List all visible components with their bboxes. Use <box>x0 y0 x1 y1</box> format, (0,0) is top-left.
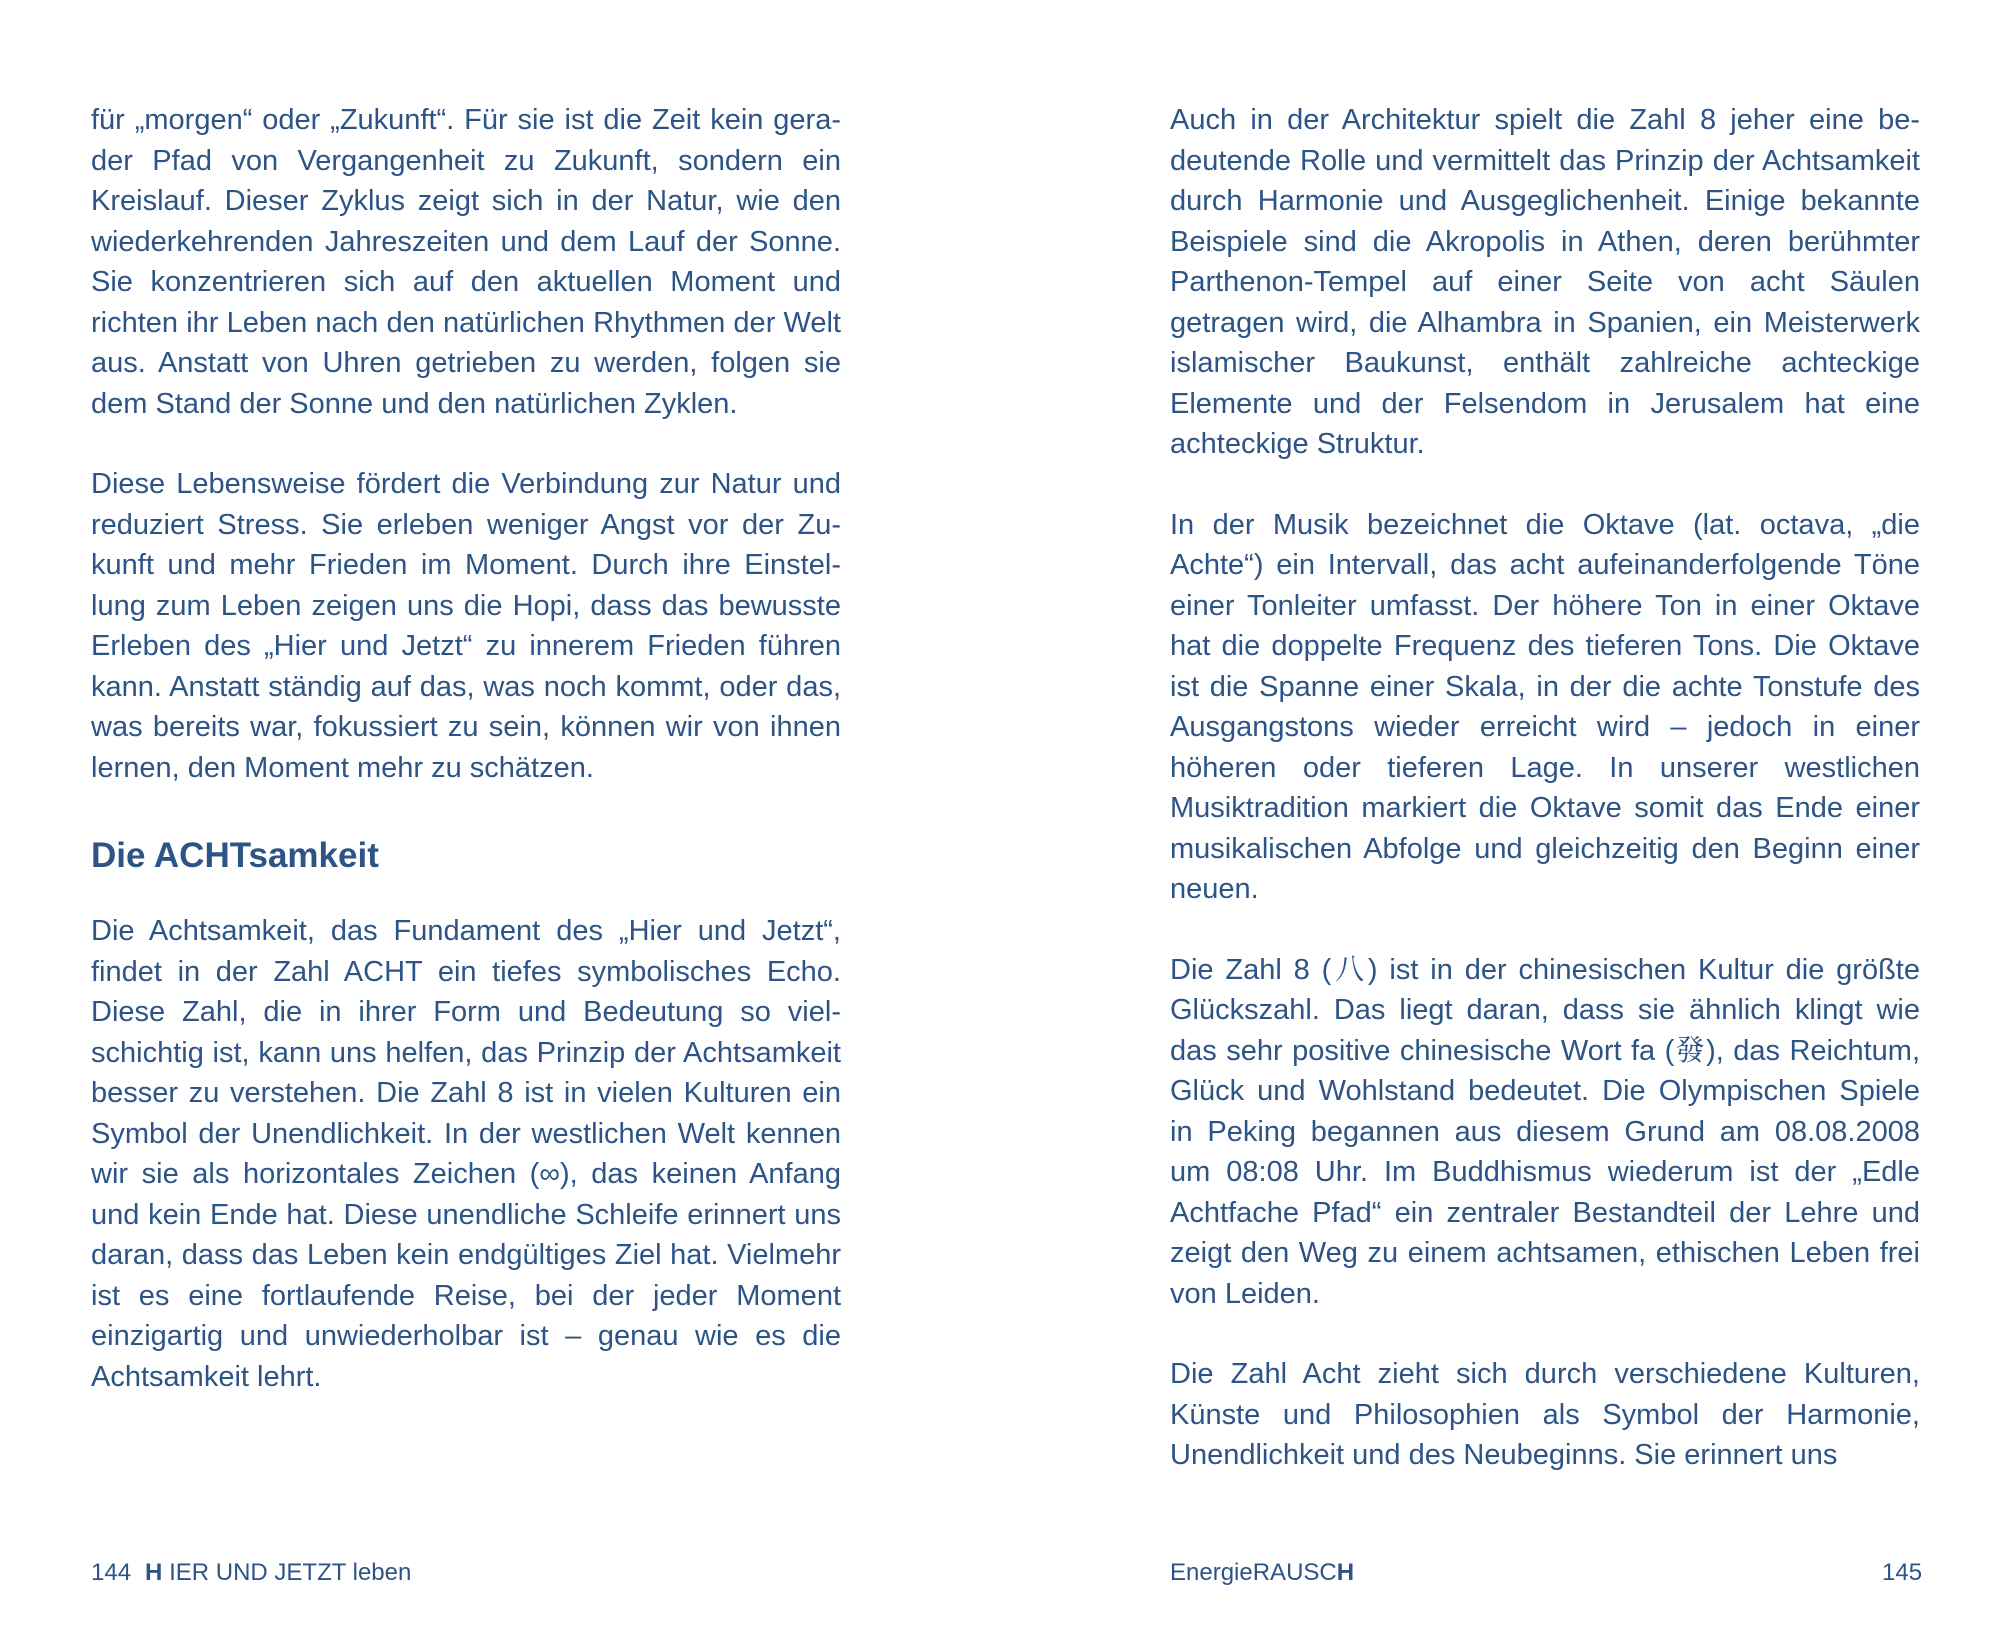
right-paragraph-1: Auch in der Architektur spielt die Zahl 8 jeher eine bedeutende Rolle und vermittelt das Prinzip der Achtsamkeit durch Harmonie und Ausgeglichenheit. Einige bekannte Beispiele sind die Akropolis in Athen, deren berühmter Parthenon-Tempel auf einer Seite von acht Säulen getragen wird, die Alhambra in Spanien, ein Meisterwerk islamischer Baukunst, enthält zahlreiche achteckige Elemente und der Felsendom in Jerusalem hat eine achteckige Struktur. <box>1170 104 1920 460</box>
right-paragraph-2: In der Musik bezeichnet die Oktave (lat. octava, „die Achte“) ein Intervall, das acht aufeinanderfolgende Töne einer Tonleiter umfasst. Der höhere Ton in einer Oktave hat die doppelte Frequenz des tieferen Tons. Die Oktave ist die Spanne einer Skala, in der die achte Tonstufe des Ausgangstons wieder erreicht wird – jedoch in einer höheren oder tieferen Lage. In unserer westlichen Musiktradition markiert die Oktave somit das Ende einer musikalischen Abfolge und gleichzeitig den Beginn einer neuen. <box>1170 508 1920 905</box>
left-footer <box>91 1558 411 1588</box>
right-paragraph-4: Die Zahl Acht zieht sich durch verschiedene Kulturen, Künste und Philosophien als Symbol der Harmonie, Unendlichkeit und des Neubeginns. Sie erinnert uns <box>1170 1358 1920 1471</box>
left-paragraph-1: für „morgen“ oder „Zukunft“. Für sie ist die Zeit kein gerader Pfad von Vergangenheit zu Zukunft, sondern ein Kreislauf. Dieser Zyklus zeigt sich in der Natur, wie den wiederkehrenden Jahreszeiten und dem Lauf der Sonne. Sie konzentrieren sich auf den aktuellen Moment und richten ihr Leben nach den natürlichen Rhythmen der Welt aus. Anstatt von Uhren getrieben zu werden, folgen sie dem Stand der Sonne und den natürlichen Zyklen. <box>91 104 841 420</box>
right-footer <box>1882 1558 1922 1588</box>
left-footer-title: IER UND JETZT leben <box>169 1559 412 1586</box>
right-footer-title: EnergieRAUSC <box>1170 1559 1337 1586</box>
left-paragraph-3: Die Achtsamkeit, das Fundament des „Hier und Jetzt“, findet in der Zahl ACHT ein tiefes symbolisches Echo. Diese Zahl, die in ihrer Form und Bedeutung so vielschichtig ist, kann uns helfen, das Prinzip der Achtsamkeit besser zu verstehen. Die Zahl 8 ist in vielen Kulturen ein Symbol der Unendlichkeit. In der westlichen Welt kennen wir sie als horizontales Zeichen (∞), das keinen Anfang und kein Ende hat. Diese unendliche Schleife erinnert uns daran, dass das Leben kein endgültiges Ziel hat. Vielmehr ist es eine fortlaufende Reise, bei der jeder Moment einzigartig und unwiederholbar ist – genau wie es die Achtsamkeit lehrt. <box>91 915 841 1393</box>
right-page <box>1170 100 1920 1540</box>
right-footer-title-final: H <box>1336 1559 1355 1586</box>
right-footer-title-block <box>1170 1558 1354 1588</box>
left-page-number: 144 <box>91 1559 132 1586</box>
right-page-number: 145 <box>1882 1559 1923 1586</box>
left-page <box>91 100 841 1540</box>
section-heading: Die ACHTsamkeit <box>91 836 379 875</box>
left-paragraph-2: Diese Lebensweise fördert die Verbindung zur Natur und reduziert Stress. Sie erleben weniger Angst vor der Zukunft und mehr Frieden im Moment. Durch ihre Einstellung zum Leben zeigen uns die Hopi, dass das bewusste Erleben des „Hier und Jetzt“ zu innerem Frieden führen kann. Anstatt ständig auf das, was noch kommt, oder das, was bereits war, fokussiert zu sein, können wir von ihnen lernen, den Moment mehr zu schätzen. <box>91 468 841 784</box>
right-paragraph-3: Die Zahl 8 (八) ist in der chinesischen Kultur die größte Glückszahl. Das liegt daran, dass sie ähnlich klingt wie das sehr positive chinesische Wort fa (發), das Reichtum, Glück und Wohlstand bedeutet. Die Olympischen Spiele in Peking begannen aus diesem Grund am 08.08.2008 um 08:08 Uhr. Im Buddhismus wiederum ist der „Edle Achtfache Pfad“ ein zentraler Bestandteil der Lehre und zeigt den Weg zu einem achtsamen, ethischen Leben frei von Leiden. <box>1170 953 1920 1310</box>
left-footer-title-initial: H <box>145 1559 163 1586</box>
